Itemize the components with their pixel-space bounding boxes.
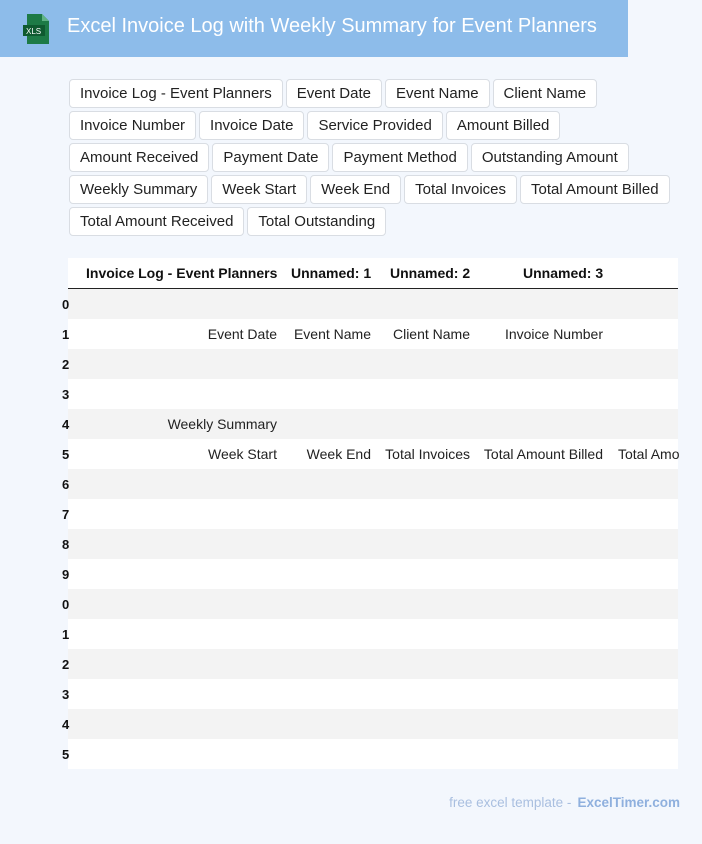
table-row: [62, 739, 678, 769]
spreadsheet-preview: [62, 258, 680, 769]
column-chip[interactable]: Week End: [310, 175, 401, 204]
column-chip[interactable]: Week Start: [211, 175, 307, 204]
row-index: 9: [62, 567, 70, 582]
column-chip[interactable]: Total Amount Received: [69, 207, 244, 236]
column-chip[interactable]: Total Invoices: [404, 175, 517, 204]
table-row: [62, 619, 678, 649]
table-row: [62, 649, 678, 679]
xls-icon-label: XLS: [26, 27, 42, 36]
column-chip[interactable]: Weekly Summary: [69, 175, 208, 204]
row-index: 5: [62, 747, 70, 762]
row-index: 0: [62, 297, 70, 312]
excel-file-icon: [23, 14, 51, 44]
column-chip[interactable]: Client Name: [493, 79, 598, 108]
row-index: 7: [62, 507, 70, 522]
column-header: Unnamed: 1: [291, 265, 372, 281]
table-row: [62, 319, 678, 349]
row-index: 8: [62, 537, 70, 552]
column-chip-list: [69, 79, 699, 236]
table-row: [62, 529, 678, 559]
column-chip[interactable]: Invoice Date: [199, 111, 304, 140]
footer-credit: [449, 795, 680, 810]
table-cell: Client Name: [392, 326, 470, 342]
column-chip[interactable]: Event Name: [385, 79, 490, 108]
row-index: 5: [62, 447, 70, 462]
table-row: [62, 559, 678, 589]
title-banner: [0, 0, 628, 57]
row-index: 1: [62, 627, 70, 642]
table-row: [62, 289, 678, 319]
page-title: Excel Invoice Log with Weekly Summary for Event Planners: [67, 15, 597, 37]
column-chip[interactable]: Outstanding Amount: [471, 143, 629, 172]
table-header-row: [68, 258, 678, 289]
column-header: Unnamed: 3: [523, 265, 604, 281]
table-cell: Invoice Number: [504, 326, 603, 342]
table-cell: Weekly Summary: [167, 416, 277, 432]
row-index: 4: [62, 717, 70, 732]
table-row: [62, 499, 678, 529]
row-index: 2: [62, 657, 70, 672]
table-cell: Week End: [306, 446, 371, 462]
row-index: 0: [62, 597, 70, 612]
table-cell: Event Date: [207, 326, 277, 342]
column-chip[interactable]: Payment Date: [212, 143, 329, 172]
column-chip[interactable]: Invoice Number: [69, 111, 196, 140]
table-row: [62, 409, 678, 439]
table-cell: Week Start: [208, 446, 277, 462]
column-chip[interactable]: Total Outstanding: [247, 207, 386, 236]
table-row: [62, 439, 680, 469]
column-chip[interactable]: Payment Method: [332, 143, 467, 172]
table-row: [62, 589, 678, 619]
table-cell: Total Amo: [618, 446, 680, 462]
table-row: [62, 469, 678, 499]
row-index: 3: [62, 687, 70, 702]
footer-text: free excel template -: [449, 795, 572, 810]
table-row: [62, 349, 678, 379]
table-row: [62, 679, 678, 709]
column-chip[interactable]: Amount Billed: [446, 111, 561, 140]
row-index: 1: [62, 327, 70, 342]
table-row: [62, 379, 678, 409]
row-index: 6: [62, 477, 70, 492]
column-chip[interactable]: Amount Received: [69, 143, 209, 172]
table-cell: Total Amount Billed: [483, 446, 603, 462]
column-header: Unnamed: 2: [390, 265, 471, 281]
row-index: 3: [62, 387, 70, 402]
row-index: 4: [62, 417, 70, 432]
column-header: Invoice Log - Event Planners: [86, 265, 278, 281]
footer-brand-link[interactable]: ExcelTimer.com: [577, 795, 680, 810]
column-chip[interactable]: Event Date: [286, 79, 382, 108]
table-cell: Total Invoices: [385, 446, 470, 462]
table-cell: Event Name: [293, 326, 371, 342]
column-chip[interactable]: Total Amount Billed: [520, 175, 670, 204]
column-chip[interactable]: Service Provided: [307, 111, 442, 140]
table-row: [62, 709, 678, 739]
row-index: 2: [62, 357, 70, 372]
column-chip[interactable]: Invoice Log - Event Planners: [69, 79, 283, 108]
